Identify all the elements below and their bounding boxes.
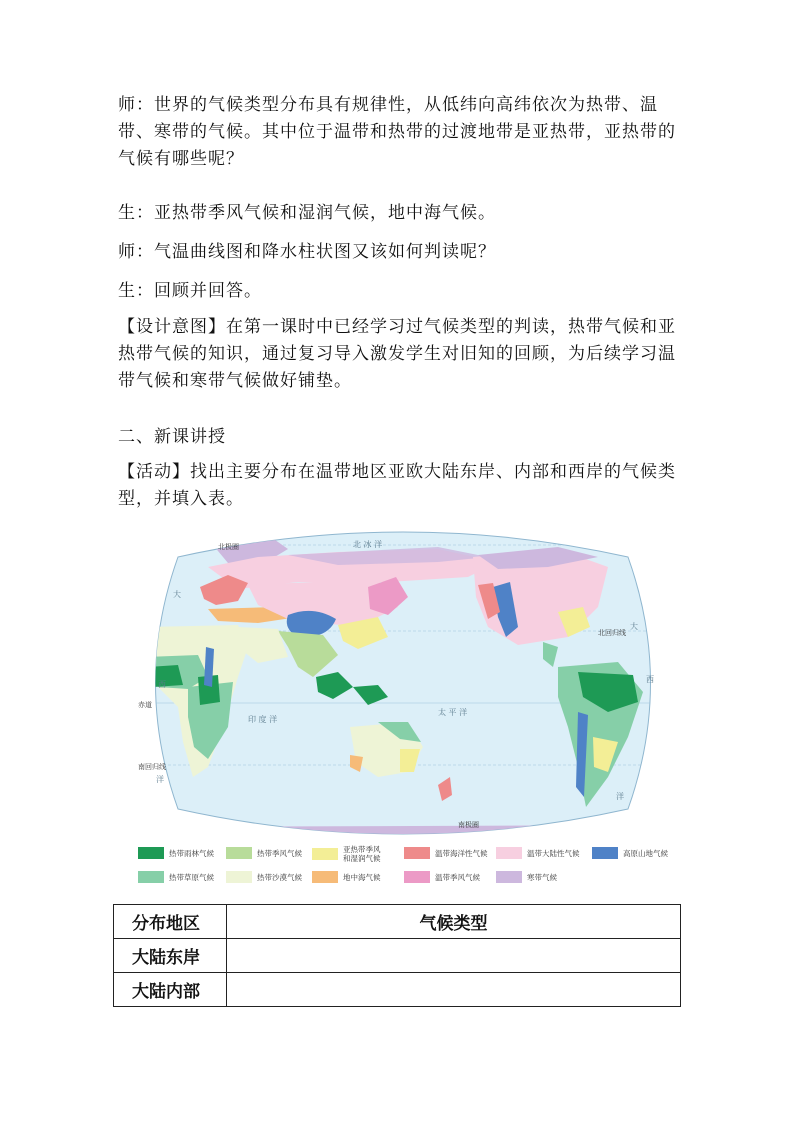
table-row	[114, 939, 681, 973]
legend-swatch	[404, 871, 430, 883]
legend-swatch	[496, 847, 522, 859]
label-atlantic-w1: 大	[173, 590, 181, 599]
legend-swatch	[138, 871, 164, 883]
row-region-east-coast: 大陆东岸	[114, 939, 227, 973]
legend-item	[312, 871, 381, 883]
label-arctic-circle: 北极圈	[218, 543, 239, 551]
legend-swatch	[226, 871, 252, 883]
student-answer-line: 生：亚热带季风气候和湿润气候，地中海气候。	[118, 203, 496, 223]
label-atlantic-e3: 洋	[616, 792, 624, 801]
legend-label: 热带沙漠气候	[257, 872, 302, 882]
section-heading: 二、新课讲授	[118, 427, 226, 447]
label-pacific-ocean: 太 平 洋	[438, 708, 468, 717]
legend-item	[496, 847, 580, 859]
row-region-interior: 大陆内部	[114, 973, 227, 1007]
climate-fill-table	[113, 904, 681, 1007]
legend-item	[226, 847, 302, 859]
student-response-line: 生：回顾并回答。	[118, 281, 262, 301]
legend-swatch	[592, 847, 618, 859]
legend-item	[592, 847, 668, 859]
legend-label: 热带雨林气候	[169, 848, 214, 858]
table-header-climate: 气候类型	[227, 905, 681, 939]
row-answer-cell[interactable]	[227, 939, 681, 973]
legend-label: 热带草原气候	[169, 872, 214, 882]
label-antarctic-circle: 南极圈	[458, 821, 479, 829]
legend-label: 温带大陆性气候	[527, 848, 580, 858]
legend-swatch	[312, 848, 338, 860]
label-equator: 赤道	[138, 701, 152, 709]
legend-item	[496, 871, 557, 883]
legend-item	[138, 847, 214, 859]
legend-swatch	[496, 871, 522, 883]
legend-label: 热带季风气候	[257, 848, 302, 858]
legend-label: 亚热带季风 和湿润气候	[343, 845, 381, 863]
label-tropic-cancer: 北回归线	[598, 629, 626, 637]
legend-swatch	[404, 847, 430, 859]
label-indian-ocean: 印 度 洋	[248, 715, 278, 724]
legend-label: 温带海洋性气候	[435, 848, 488, 858]
teacher-question-paragraph: 师：世界的气候类型分布具有规律性，从低纬向高纬依次为热带、温带、寒带的气候。其中位于温带和热带的过渡地带是亚热带，亚热带的气候有哪些呢？	[118, 95, 676, 169]
label-arctic-ocean: 北 冰 洋	[353, 540, 383, 549]
table-row	[114, 973, 681, 1007]
design-intent-paragraph: 【设计意图】在第一课时中已经学习过气候类型的判读，热带气候和亚热带气候的知识，通过复习导入激发学生对旧知的回顾，为后续学习温带气候和寒带气候做好铺垫。	[118, 317, 676, 391]
legend-swatch	[226, 847, 252, 859]
legend-label: 寒带气候	[527, 872, 557, 882]
world-climate-map	[138, 527, 668, 839]
legend-item	[226, 871, 302, 883]
legend-item	[138, 871, 214, 883]
label-atlantic-w3: 洋	[156, 775, 164, 784]
legend-label: 高原山地气候	[623, 848, 668, 858]
table-header-row	[114, 905, 681, 939]
activity-paragraph: 【活动】找出主要分布在温带地区亚欧大陆东岸、内部和西岸的气候类型，并填入表。	[118, 462, 676, 509]
legend-swatch	[138, 847, 164, 859]
row-answer-cell[interactable]	[227, 973, 681, 1007]
legend-item	[404, 847, 488, 859]
label-atlantic-e1: 大	[630, 622, 638, 631]
map-legend	[138, 845, 683, 890]
legend-item	[312, 845, 381, 863]
table-header-region: 分布地区	[114, 905, 227, 939]
teacher-question-line: 师：气温曲线图和降水柱状图又该如何判读呢？	[118, 242, 496, 262]
legend-label: 温带季风气候	[435, 872, 480, 882]
legend-item	[404, 871, 480, 883]
legend-label: 地中海气候	[343, 872, 381, 882]
label-atlantic-w2: 西	[158, 680, 166, 689]
label-tropic-capricorn: 南回归线	[138, 763, 166, 771]
label-atlantic-e2: 西	[646, 675, 654, 684]
legend-swatch	[312, 871, 338, 883]
